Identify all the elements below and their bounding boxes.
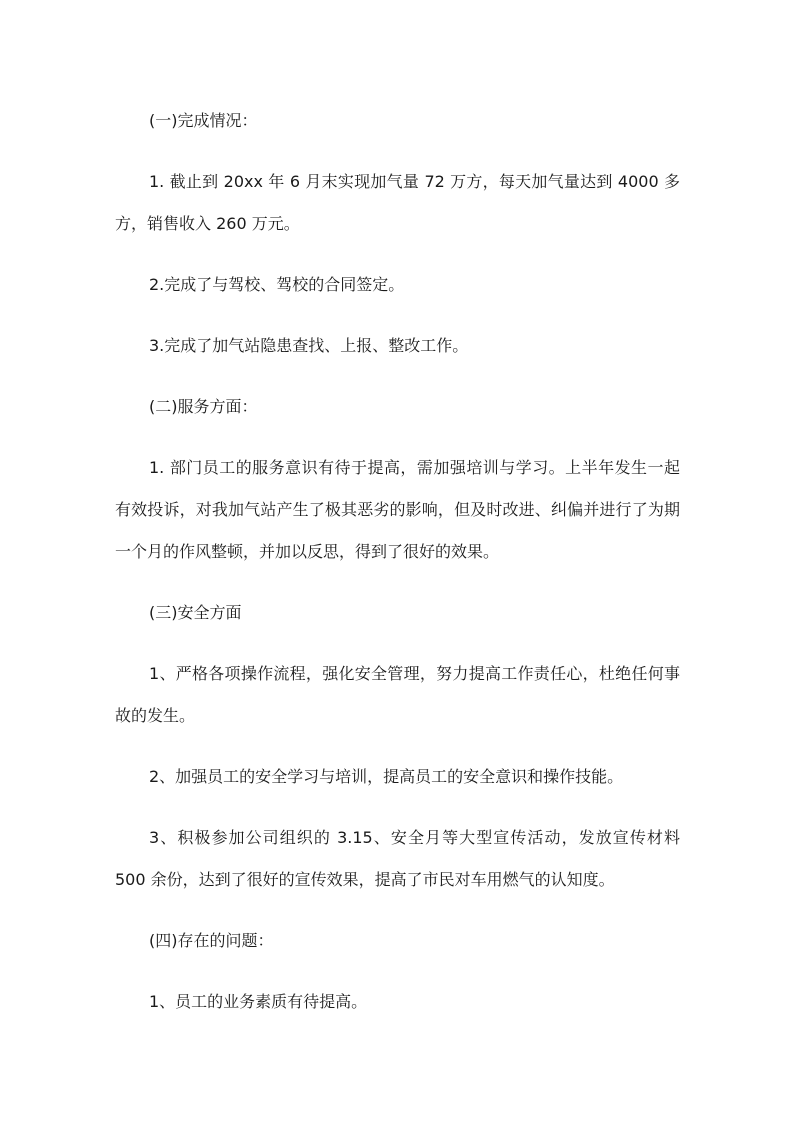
completion-item-1: 1. 截止到 20xx 年 6 月末实现加气量 72 万方，每天加气量达到 4000 多方，销售收入 260 万元。 bbox=[115, 172, 680, 233]
safety-item-2: 2、加强员工的安全学习与培训，提高员工的安全意识和操作技能。 bbox=[149, 767, 624, 786]
safety-item-3: 3、积极参加公司组织的 3.15、安全月等大型宣传活动，发放宣传材料 500 余份，达到了很好的宣传效果，提高了市民对车用燃气的认知度。 bbox=[115, 828, 680, 889]
completion-item-3: 3.完成了加气站隐患查找、上报、整改工作。 bbox=[149, 336, 469, 355]
section-heading-completion: (一)完成情况： bbox=[149, 111, 258, 130]
document-body bbox=[115, 100, 680, 1023]
problems-item-1: 1、员工的业务素质有待提高。 bbox=[149, 992, 368, 1011]
section-heading-problems: (四)存在的问题： bbox=[149, 931, 274, 950]
service-item-1: 1. 部门员工的服务意识有待于提高，需加强培训与学习。上半年发生一起有效投诉，对我加气站产生了极其恶劣的影响，但及时改进、纠偏并进行了为期一个月的作风整顿，并加以反思，得到了很好的效果。 bbox=[115, 458, 680, 561]
section-heading-safety: (三)安全方面 bbox=[149, 603, 242, 622]
safety-item-1: 1、严格各项操作流程，强化安全管理，努力提高工作责任心，杜绝任何事故的发生。 bbox=[115, 664, 680, 725]
completion-item-2: 2.完成了与驾校、驾校的合同签定。 bbox=[149, 275, 405, 294]
section-heading-service: (二)服务方面： bbox=[149, 397, 258, 416]
